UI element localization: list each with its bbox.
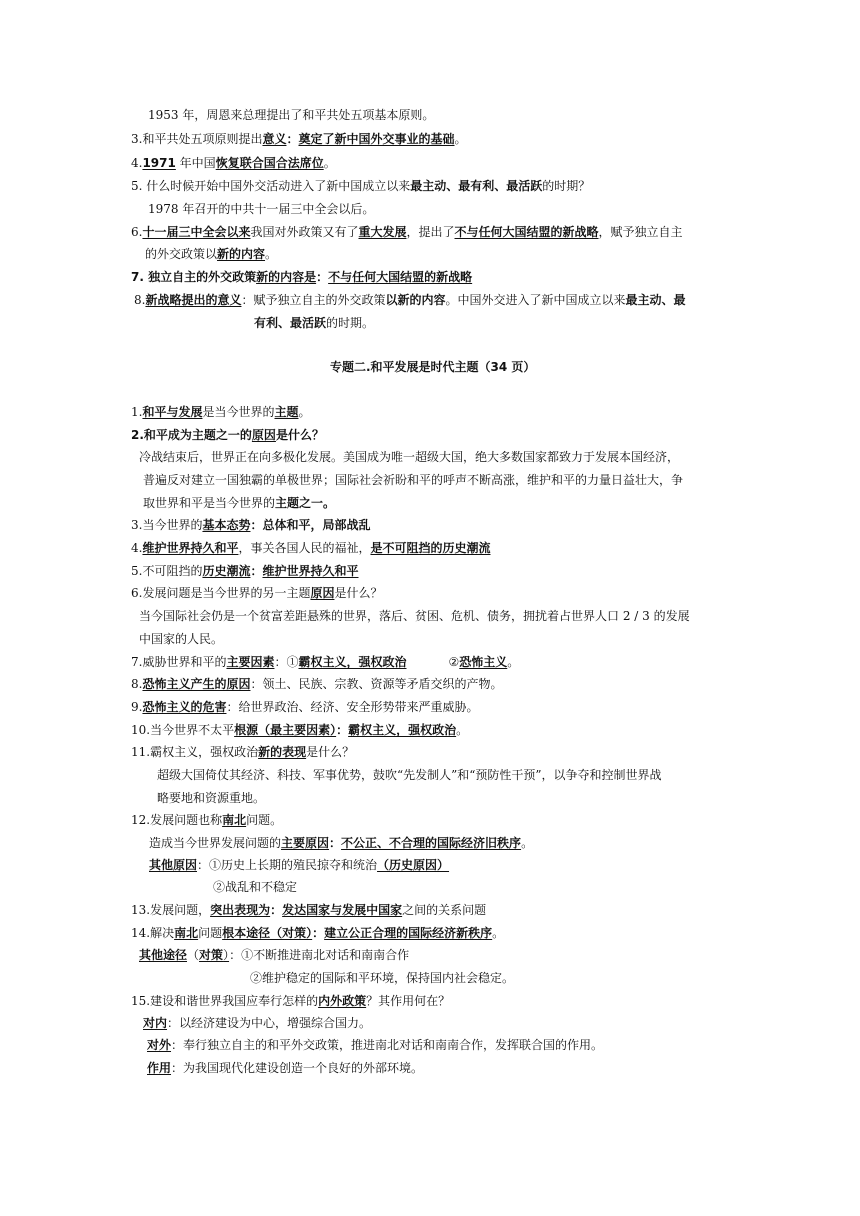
q6: 6.发展问题是当今世界的另一主题原因是什么？ (131, 586, 383, 600)
q11: 11.霸权主义，强权政治新的表现是什么？ (131, 745, 355, 759)
q2-answer-3: 取世界和平是当今世界的主题之一。 (143, 496, 336, 510)
item-6-cont: 的外交政策以新的内容。 (145, 247, 278, 261)
q15: 15.建设和谐世界我国应奉行怎样的内外政策？其作用何在？ (131, 994, 451, 1008)
item-6: 6.十一届三中全会以来我国对外政策又有了重大发展，提出了不与任何大国结盟的新战略，赋予独立自主 (131, 225, 683, 239)
answer-line-1953: 1953 年，周恩来总理提出了和平共处五项基本原则。 (148, 108, 435, 122)
q6-answer-1: 当今国际社会仍是一个贫富差距悬殊的世界，落后、贫困、危机、债务，拥扰着占世界人口 2 / 3 的发展 (139, 609, 690, 623)
q6-answer-2: 中国家的人民。 (139, 632, 224, 646)
q8: 8.恐怖主义产生的原因：领土、民族、宗教、资源等矛盾交织的产物。 (131, 677, 503, 691)
item-8-cont: 有利、最活跃的时期。 (254, 316, 375, 330)
q1: 1.和平与发展是当今世界的主题。 (131, 405, 311, 419)
item-7: 7. 独立自主的外交政策新的内容是：不与任何大国结盟的新战略 (131, 270, 473, 284)
q4: 4.维护世界持久和平，事关各国人民的福祉，是不可阻挡的历史潮流 (131, 541, 491, 555)
q12-main-cause: 造成当今世界发展问题的主要原因：不公正、不合理的国际经济旧秩序。 (149, 836, 534, 850)
q12-other-causes: 其他原因：①历史上长期的殖民掠夺和统治（历史原因） (149, 858, 450, 872)
item-5-answer: 1978 年召开的中共十一届三中全会以后。 (148, 202, 375, 216)
q11-answer-1: 超级大国倚仗其经济、科技、军事优势，鼓吹“先发制人”和“预防性干预”，以争夺和控制世界战 (157, 768, 662, 782)
q12-other-causes-2: ②战乱和不稳定 (213, 880, 298, 894)
q15-domestic: 对内：以经济建设为中心，增强综合国力。 (143, 1016, 372, 1030)
q14-other-ways: 其他途径（对策）：①不断推进南北对话和南南合作 (139, 948, 410, 962)
q15-effect: 作用：为我国现代化建设创造一个良好的外部环境。 (147, 1061, 424, 1075)
q2-answer-1: 冷战结束后，世界正在向多极化发展。美国成为唯一超级大国，绝大多数国家都致力于发展本国经济， (139, 450, 680, 464)
item-3: 3.和平共处五项原则提出意义：奠定了新中国外交事业的基础。 (131, 132, 467, 146)
q10: 10.当今世界不太平根源（最主要因素）：霸权主义，强权政治。 (131, 723, 469, 737)
item-5: 5. 什么时候开始中国外交活动进入了新中国成立以来最主动、最有利、最活跃的时期？ (131, 179, 591, 193)
item-8: 8.新战略提出的意义：赋予独立自主的外交政策以新的内容。中国外交进入了新中国成立以来最主动、最 (134, 293, 686, 307)
q7: 7.威胁世界和平的主要因素：①霸权主义，强权政治 ②恐怖主义。 (131, 655, 520, 669)
q14: 14.解决南北问题根本途径（对策）：建立公正合理的国际经济新秩序。 (131, 926, 505, 940)
q3: 3.当今世界的基本态势：总体和平，局部战乱 (131, 518, 371, 532)
q2: 2.和平成为主题之一的原因是什么？ (131, 428, 324, 442)
q13: 13.发展问题，突出表现为：发达国家与发展中国家之间的关系问题 (131, 903, 487, 917)
section-title: 专题二.和平发展是时代主题（34 页） (330, 360, 536, 374)
q14-other-ways-2: ②维护稳定的国际和平环境，保持国内社会稳定。 (250, 971, 515, 985)
q2-answer-2: 普遍反对建立一国独霸的单极世界；国际社会祈盼和平的呼声不断高涨，维护和平的力量日益壮大，争 (143, 473, 684, 487)
q11-answer-2: 略要地和资源重地。 (157, 791, 266, 805)
q5: 5.不可阻挡的历史潮流：维护世界持久和平 (131, 564, 359, 578)
q12: 12.发展问题也称南北问题。 (131, 813, 283, 827)
q15-foreign: 对外：奉行独立自主的和平外交政策，推进南北对话和南南合作，发挥联合国的作用。 (147, 1038, 604, 1052)
q9: 9.恐怖主义的危害：给世界政治、经济、安全形势带来严重威胁。 (131, 700, 479, 714)
item-4: 4.1971 年中国恢复联合国合法席位。 (131, 156, 336, 170)
